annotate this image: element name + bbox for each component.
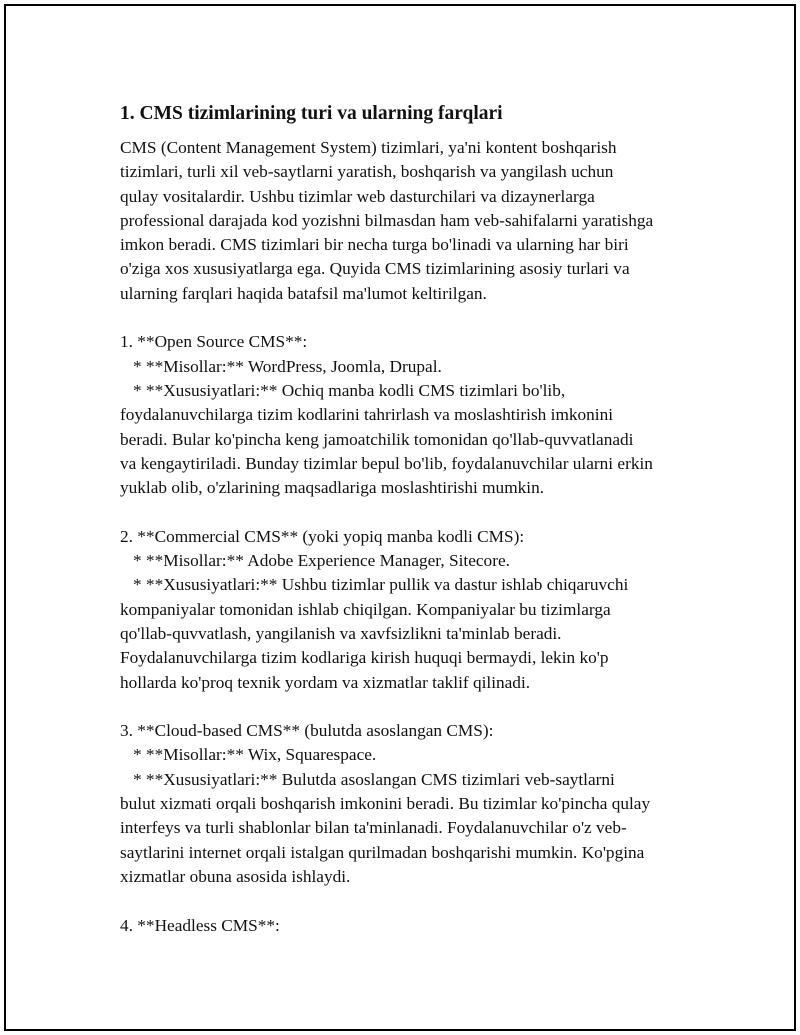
text-line: * **Misollar:** WordPress, Joomla, Drupal. (120, 356, 442, 376)
text-line: va kengaytiriladi. Bunday tizimlar bepul bo'lib, foydalanuvchilar ularni erkin (120, 453, 653, 473)
document-page (4, 4, 796, 1031)
document-title: 1. CMS tizimlarining turi va ularning farqlari (120, 103, 503, 124)
text-line: * **Xususiyatlari:** Bulutda asoslangan CMS tizimlari veb-saytlarni (120, 769, 615, 789)
text-line: beradi. Bular ko'pincha keng jamoatchilik tomonidan qo'llab-quvvatlanadi (120, 429, 634, 449)
text-line: * **Xususiyatlari:** Ochiq manba kodli CMS tizimlari bo'lib, (120, 380, 566, 400)
text-line: imkon beradi. CMS tizimlari bir necha turga bo'linadi va ularning har biri (120, 235, 629, 255)
text-line: tizimlari, turli xil veb-saytlarni yaratish, boshqarish va yangilash uchun (120, 162, 614, 182)
open-source-cms-section (120, 330, 700, 500)
text-line: o'ziga xos xususiyatlarga ega. Quyida CMS tizimlarining asosiy turlari va (120, 259, 630, 279)
text-line: * **Misollar:** Wix, Squarespace. (120, 745, 377, 765)
section-heading: 3. **Cloud-based CMS** (bulutda asoslangan CMS): (120, 721, 494, 741)
text-line: professional darajada kod yozishni bilmasdan ham veb-sahifalarni yaratishga (120, 210, 654, 230)
text-line: kompaniyalar tomonidan ishlab chiqilgan. Kompaniyalar bu tizimlarga (120, 599, 611, 619)
cloud-based-cms-section (120, 719, 700, 889)
text-line: ularning farqlari haqida batafsil ma'lumot keltirilgan. (120, 283, 487, 303)
text-line: * **Xususiyatlari:** Ushbu tizimlar pullik va dastur ishlab chiqaruvchi (120, 575, 629, 595)
text-line: * **Misollar:** Adobe Experience Manager, Sitecore. (120, 551, 510, 571)
text-line: qulay vositalardir. Ushbu tizimlar web dasturchilari va dizaynerlarga (120, 186, 595, 206)
commercial-cms-section (120, 525, 700, 695)
text-line: saytlarini internet orqali istalgan qurilmadan boshqarishi mumkin. Ko'pgina (120, 842, 645, 862)
text-line: Foydalanuvchilarga tizim kodlariga kirish huquqi bermaydi, lekin ko'p (120, 648, 609, 668)
text-line: interfeys va turli shablonlar bilan ta'minlanadi. Foydalanuvchilar o'z veb- (120, 818, 627, 838)
document-content (120, 101, 700, 962)
headless-cms-section (120, 914, 700, 938)
section-heading: 4. **Headless CMS**: (120, 915, 280, 935)
text-line: qo'llab-quvvatlash, yangilanish va xavfsizlikni ta'minlab beradi. (120, 623, 562, 643)
section-heading: 1. **Open Source CMS**: (120, 332, 308, 352)
intro-paragraph (120, 136, 700, 306)
text-line: yuklab olib, o'zlarining maqsadlariga moslashtirishi mumkin. (120, 478, 545, 498)
text-line: CMS (Content Management System) tizimlari, ya'ni kontent boshqarish (120, 138, 617, 157)
text-line: foydalanuvchilarga tizim kodlarini tahrirlash va moslashtirish imkonini (120, 405, 614, 425)
text-line: xizmatlar obuna asosida ishlaydi. (120, 866, 351, 886)
text-line: bulut xizmati orqali boshqarish imkonini beradi. Bu tizimlar ko'pincha qulay (120, 794, 651, 814)
text-line: hollarda ko'proq texnik yordam va xizmatlar taklif qilinadi. (120, 672, 531, 692)
section-heading: 2. **Commercial CMS** (yoki yopiq manba kodli CMS): (120, 526, 525, 546)
